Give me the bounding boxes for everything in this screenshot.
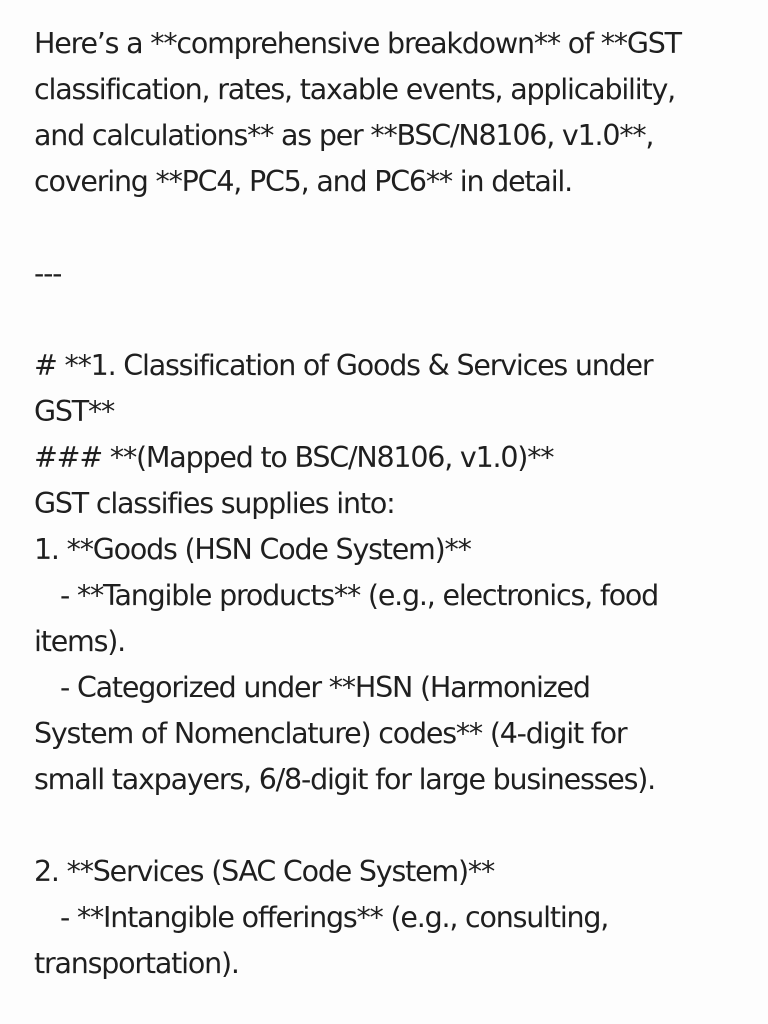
separator: --- [34, 257, 62, 290]
intro-line-1: Here’s a **comprehensive breakdown** of **GST [34, 27, 681, 60]
intro-line-3: and calculations** as per **BSC/N8106, v1.0**, [34, 119, 654, 152]
goods-bullet-1-line-2: items). [34, 625, 126, 658]
intro-line-2: classification, rates, taxable events, applicability, [34, 73, 675, 106]
lead-text: GST classifies supplies into: [34, 487, 395, 520]
heading-1-line-1: # **1. Classification of Goods & Services under [34, 349, 653, 382]
goods-title: 1. **Goods (HSN Code System)** [34, 533, 471, 566]
services-bullet-1-line-1: - **Intangible offerings** (e.g., consulting, [60, 901, 609, 934]
services-title: 2. **Services (SAC Code System)** [34, 855, 494, 888]
intro-line-4: covering **PC4, PC5, and PC6** in detail. [34, 165, 572, 198]
heading-1-line-2: GST** [34, 395, 115, 428]
goods-bullet-2-line-1: - Categorized under **HSN (Harmonized [60, 671, 590, 704]
spacer [34, 205, 738, 251]
goods-bullet-1-line-1: - **Tangible products** (e.g., electronics, food [60, 579, 659, 612]
spacer [34, 803, 738, 849]
goods-bullet-2-line-2: System of Nomenclature) codes** (4-digit for [34, 717, 627, 750]
document-body [34, 21, 738, 987]
services-bullet-1-line-2: transportation). [34, 947, 239, 980]
heading-3: ### **(Mapped to BSC/N8106, v1.0)** [34, 441, 554, 474]
goods-bullet-2-line-3: small taxpayers, 6/8-digit for large businesses). [34, 763, 656, 796]
spacer [34, 297, 738, 343]
